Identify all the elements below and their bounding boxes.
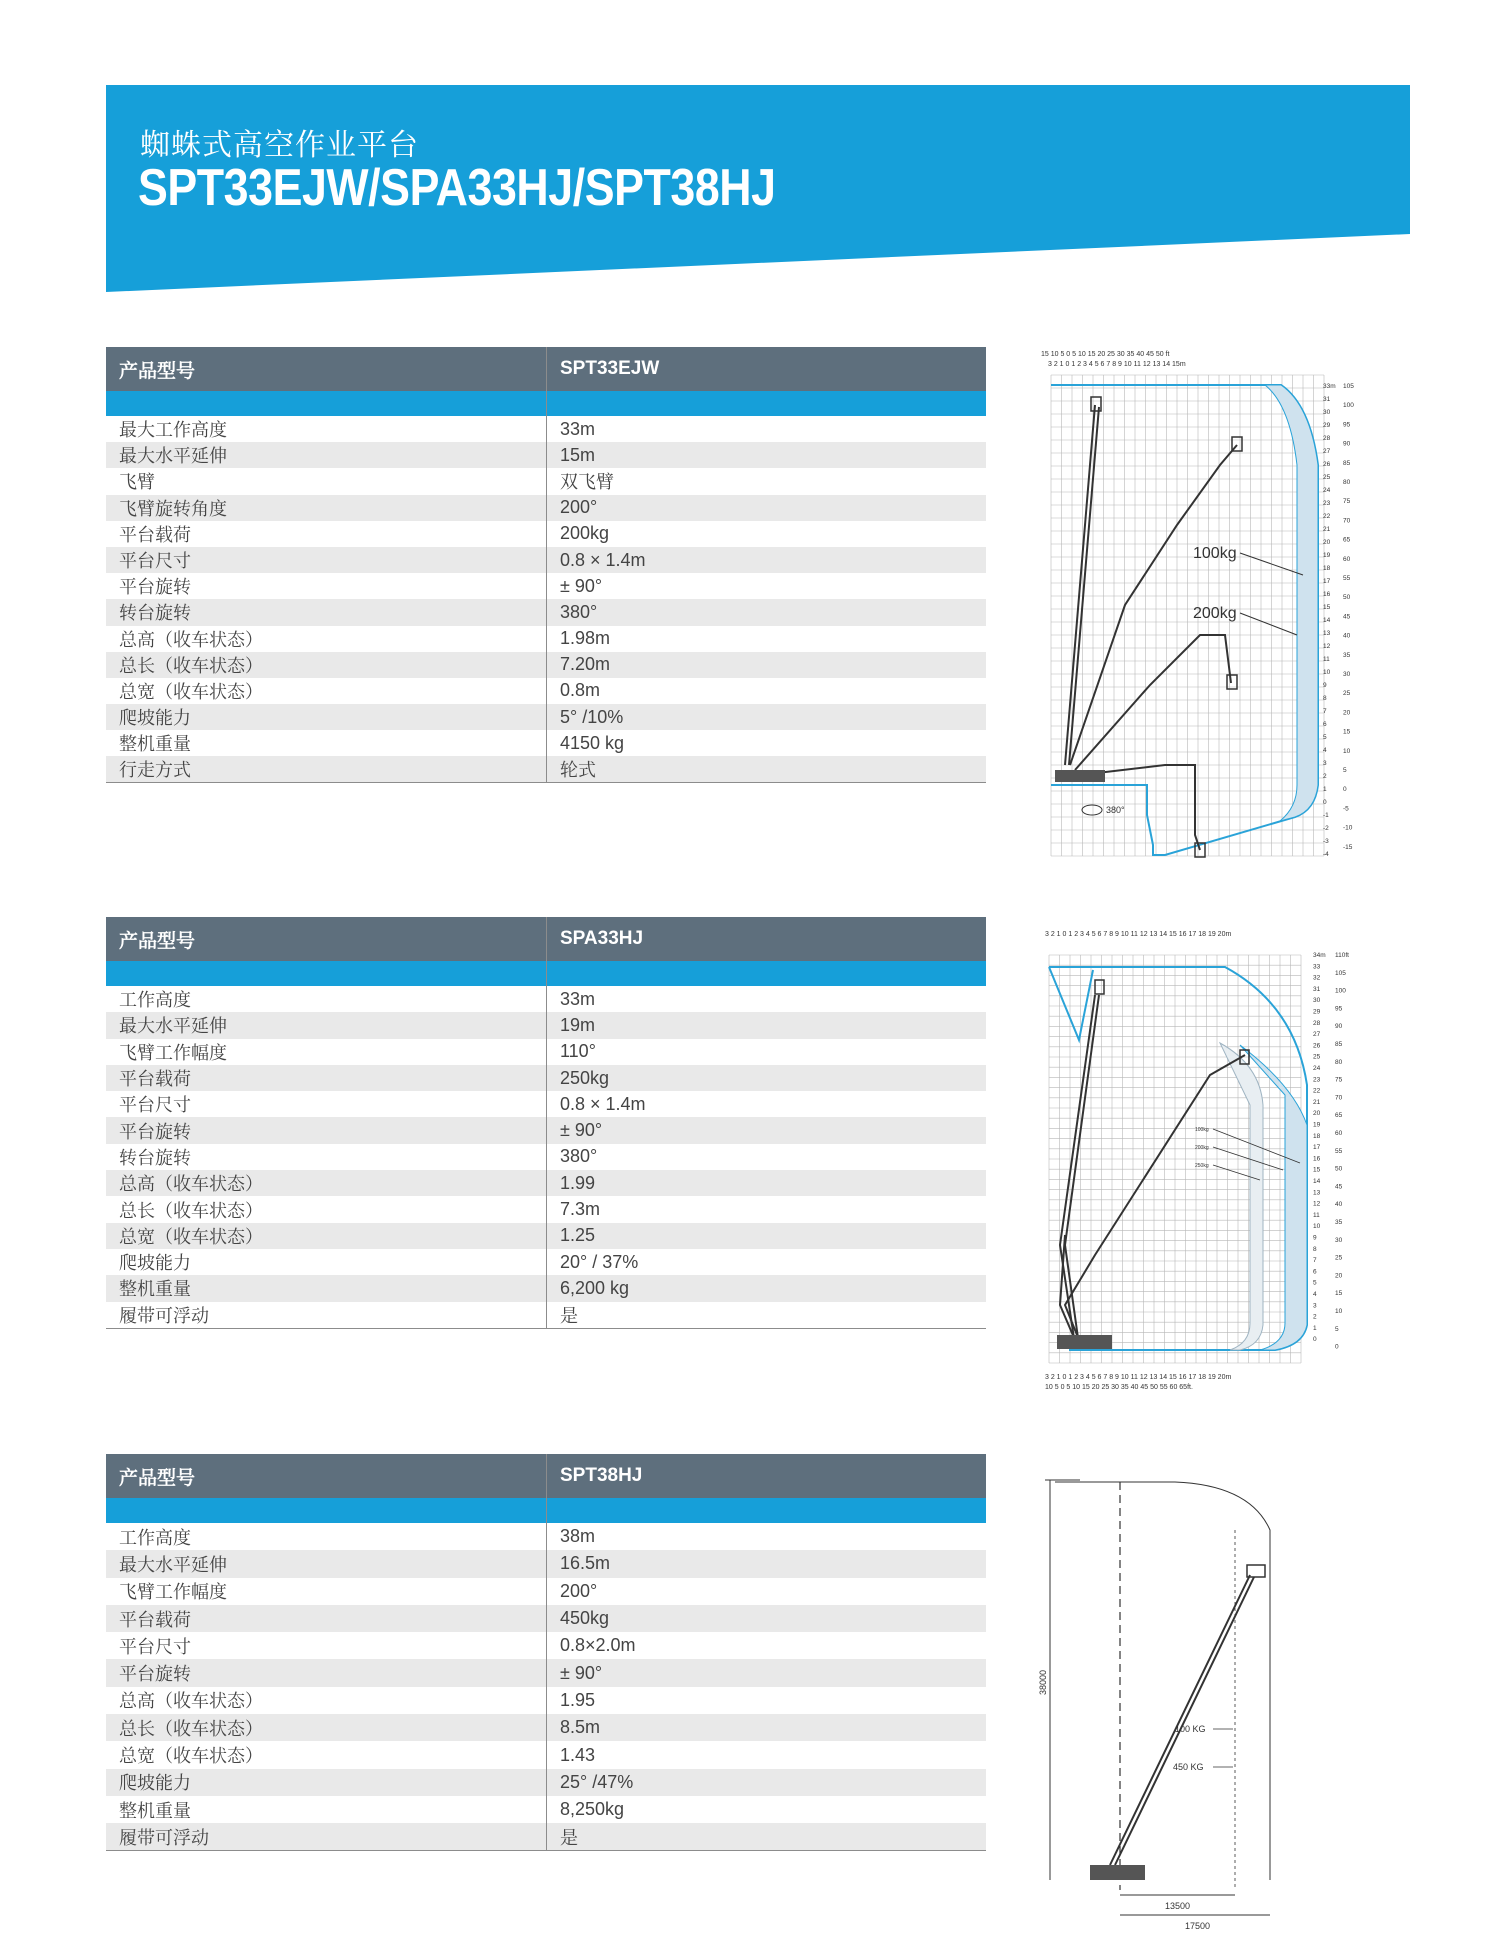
header-model: SPT38HJ [560,1465,643,1486]
table-row [106,573,986,599]
scale-tick-label: 11 [1313,1211,1320,1219]
scale-tick-label: 30 [1313,997,1321,1005]
d1-load-200kg-leader [1240,613,1297,635]
d1-top-m-scale: 3 2 1 0 1 2 3 4 5 6 7 8 9 10 11 12 13 14 15m [1048,361,1186,368]
scale-tick-label: 80 [1343,479,1351,486]
row-label: 最大水平延伸 [106,1550,547,1577]
scale-tick-label: 10 [1323,669,1331,676]
header-model: SPA33HJ [560,928,644,949]
banner-subtitle: 蜘蛛式高空作业平台 [140,129,419,162]
table-row [106,986,986,1012]
scale-tick-label: 5 [1343,767,1347,774]
scale-tick-label: 95 [1335,1005,1343,1013]
header-model: SPT33EJW [560,358,660,379]
scale-tick-label: 70 [1343,517,1351,525]
scale-tick-label: 11 [1323,656,1330,663]
spec-table-1 [106,347,986,783]
row-label: 转台旋转 [106,599,547,625]
scale-tick-label: 4 [1313,1291,1317,1298]
scale-tick-label: 2 [1313,1313,1317,1321]
table-row [106,1196,986,1222]
scale-tick-label: 60 [1343,555,1351,563]
row-value: 0.8×2.0m [560,1635,636,1656]
scale-tick-label: 0 [1335,1343,1339,1351]
table-header-row [106,1454,986,1498]
scale-tick-label: 35 [1335,1219,1343,1226]
table-row [106,468,986,494]
table-row [106,652,986,678]
table-row [106,730,986,756]
table-header-row [106,917,986,961]
row-label: 总宽（收车状态） [106,1741,547,1768]
row-label: 总高（收车状态） [106,626,547,652]
header-banner [0,0,1500,300]
scale-tick-label: 9 [1323,682,1327,689]
scale-tick-label: 5 [1313,1279,1317,1287]
scale-tick-label: 10 [1335,1308,1343,1315]
spec-table-3 [106,1454,986,1851]
scale-tick-label: -15 [1343,843,1353,851]
d2-base-machine [1057,1335,1112,1349]
row-value: 15m [560,444,596,465]
scale-tick-label: 24 [1323,487,1331,494]
scale-tick-label: 105 [1343,383,1354,390]
row-value: 16.5m [560,1553,611,1574]
row-label: 最大水平延伸 [106,442,547,468]
row-label: 转台旋转 [106,1144,547,1170]
scale-tick-label: 75 [1343,498,1351,506]
row-value: 380° [560,1146,598,1167]
d1-rotation-icon [1082,805,1102,815]
scale-tick-label: 14 [1313,1178,1321,1185]
row-value: 是 [547,1823,987,1850]
row-label: 行走方式 [106,756,547,783]
row-label: 总长（收车状态） [106,652,547,678]
d1-load-200kg: 200kg [1193,605,1237,622]
scale-tick-label: 3 [1323,760,1327,767]
scale-tick-label: 30 [1343,671,1351,678]
d1-top-ft-scale: 15 10 5 0 5 10 15 20 25 30 35 40 45 50 ft [1041,351,1170,358]
table-row [106,1223,986,1249]
row-value: 4150 kg [560,732,625,753]
row-value: 200° [560,1580,598,1601]
scale-tick-label: 2 [1323,773,1327,780]
table-row [106,1659,986,1686]
table-row [106,1170,986,1196]
row-label: 平台载荷 [106,1605,547,1632]
scale-tick-label: 65 [1335,1112,1343,1120]
row-label: 总宽（收车状态） [106,1223,547,1249]
scale-tick-label: 0 [1343,786,1347,794]
scale-tick-label: 100 [1343,402,1354,410]
d3-height-label: 38000 [1038,1669,1048,1695]
scale-tick-label: 9 [1313,1234,1317,1242]
scale-tick-label: 28 [1313,1019,1321,1027]
d1-load-band [1265,385,1318,821]
table-header-row [106,347,986,391]
table-row [106,1578,986,1605]
table-row [106,678,986,704]
banner-title: SPT33EJW/SPA33HJ/SPT38HJ [138,159,776,217]
table-row [106,495,986,521]
row-value: 380° [560,601,598,622]
row-value: 200° [560,497,598,518]
scale-tick-label: 26 [1323,461,1331,468]
scale-tick-label: 16 [1313,1155,1321,1163]
row-label: 总宽（收车状态） [106,678,547,704]
d2-bottom-m-scale: 3 2 1 0 1 2 3 4 5 6 7 8 9 10 11 12 13 14 15 16 17 18 19 20m [1045,1374,1232,1381]
d2-platform-1 [1095,980,1104,994]
row-value: ± 90° [560,1662,603,1683]
scale-tick-label: 65 [1343,536,1351,544]
row-label: 平台尺寸 [106,547,547,573]
row-value: 33m [560,418,596,439]
scale-tick-label: 15 [1335,1290,1343,1298]
d3-load-100kg: 100 KG [1175,1724,1206,1734]
scale-tick-label: 22 [1313,1087,1321,1095]
row-value: 20° / 37% [560,1251,639,1272]
row-label: 爬坡能力 [106,1769,547,1796]
row-label: 平台载荷 [106,521,547,547]
row-value: 是 [547,1302,987,1329]
row-value: 110° [560,1041,596,1062]
scale-tick-label: 1 [1323,786,1327,793]
d2-top-m-scale: 3 2 1 0 1 2 3 4 5 6 7 8 9 10 11 12 13 14 15 16 17 18 19 20m [1045,931,1232,938]
scale-tick-label: 40 [1343,632,1351,640]
scale-tick-label: 25 [1323,474,1331,481]
row-value: 7.3m [560,1199,601,1220]
scale-tick-label: 40 [1335,1201,1343,1209]
scale-tick-label: 19 [1323,552,1331,559]
row-value: 1.25 [560,1225,596,1246]
row-value: 8,250kg [560,1799,625,1820]
table-row [106,1249,986,1275]
scale-tick-label: 26 [1313,1042,1321,1050]
table-row [106,1823,986,1850]
scale-tick-label: 13 [1323,630,1331,637]
scale-tick-label: 28 [1323,435,1331,442]
d3-load-450kg: 450 KG [1173,1762,1204,1772]
row-value: 38m [560,1526,596,1547]
row-value: 1.43 [560,1744,596,1765]
table-row [106,521,986,547]
scale-tick-label: 13 [1313,1189,1321,1197]
scale-tick-label: 31 [1323,396,1331,403]
scale-tick-label: 110ft [1335,952,1349,959]
d3-boom [1110,1575,1254,1865]
table-row [106,704,986,730]
row-value: 轮式 [547,756,987,783]
row-label: 最大水平延伸 [106,1012,547,1038]
table-row [106,1144,986,1170]
row-label: 爬坡能力 [106,704,547,730]
table-row [106,599,986,625]
d1-rotation-label: 380° [1106,805,1125,815]
d2-load-band-inner [1220,1043,1263,1350]
scale-tick-label: 33 [1313,963,1321,971]
scale-tick-label: 70 [1335,1094,1343,1102]
row-label: 整机重量 [106,1275,547,1301]
d1-right-scale [1323,383,1354,858]
scale-tick-label: 15 [1343,728,1351,736]
scale-tick-label: 20 [1343,709,1351,717]
d2-bottom-ft-scale: 10 5 0 5 10 15 20 25 30 35 40 45 50 55 60 65ft. [1045,1384,1193,1391]
row-label: 整机重量 [106,730,547,756]
d3-dim-17500: 17500 [1185,1921,1211,1930]
row-value: 0.8 × 1.4m [560,1093,646,1114]
scale-tick-label: 12 [1323,643,1331,650]
scale-tick-label: 8 [1313,1245,1317,1253]
row-value: 1.98m [560,628,611,649]
scale-tick-label: 14 [1323,617,1331,624]
d1-booms [1065,405,1237,850]
scale-tick-label: 7 [1313,1257,1317,1265]
scale-tick-label: 35 [1343,651,1351,659]
scale-tick-label: 17 [1313,1144,1321,1152]
table-row [106,416,986,442]
scale-tick-label: 15 [1323,604,1331,611]
row-label: 飞臂工作幅度 [106,1039,547,1065]
scale-tick-label: -4 [1323,851,1329,858]
row-value: 8.5m [560,1717,601,1738]
scale-tick-label: 29 [1323,422,1331,429]
row-value: 250kg [560,1067,610,1088]
row-label: 履带可浮动 [106,1823,547,1850]
scale-tick-label: 0 [1313,1336,1317,1344]
scale-tick-label: 90 [1335,1023,1343,1031]
table-row [106,1687,986,1714]
row-label: 履带可浮动 [106,1302,547,1329]
scale-tick-label: -5 [1343,805,1349,813]
row-label: 平台旋转 [106,573,547,599]
scale-tick-label: 50 [1343,594,1351,602]
d3-envelope [1055,1482,1270,1880]
scale-tick-label: 60 [1335,1130,1343,1137]
row-label: 飞臂工作幅度 [106,1578,547,1605]
table-blue-bar [106,1498,986,1523]
spec-table-2 [106,917,986,1329]
scale-tick-label: 30 [1335,1236,1343,1244]
table-row [106,547,986,573]
d2-right-scale [1313,952,1349,1351]
table-row [106,756,986,783]
scale-tick-label: 25 [1335,1254,1343,1262]
d3-dim-13500: 13500 [1165,1901,1191,1911]
scale-tick-label: 29 [1313,1008,1321,1016]
scale-tick-label: 80 [1335,1058,1343,1066]
table-row [106,1796,986,1823]
table-row [106,442,986,468]
scale-tick-label: -10 [1343,824,1353,832]
scale-tick-label: 5 [1323,734,1327,741]
row-label: 最大工作高度 [106,416,547,442]
table-row [106,1523,986,1550]
scale-tick-label: 55 [1335,1147,1343,1155]
d2-envelope-notch [1049,967,1093,1040]
d2-load-250kg: 250kg [1195,1163,1209,1169]
scale-tick-label: 18 [1323,565,1331,572]
table-row [106,1065,986,1091]
scale-tick-label: 1 [1313,1324,1317,1332]
table-row [106,1091,986,1117]
scale-tick-label: 6 [1313,1268,1317,1276]
scale-tick-label: 34m [1313,952,1326,959]
table-blue-bar [106,391,986,416]
row-label: 工作高度 [106,986,547,1012]
row-label: 飞臂 [106,468,547,494]
row-value: 1.99 [560,1172,596,1193]
header-label: 产品型号 [106,347,547,391]
row-label: 平台尺寸 [106,1091,547,1117]
d3-base-machine [1090,1865,1145,1880]
d1-base-machine [1055,770,1105,782]
reach-diagram-spt38hj [1035,1470,1335,1930]
row-value: 双飞臂 [560,472,614,493]
scale-tick-label: 27 [1313,1031,1321,1039]
table-row [106,1012,986,1038]
scale-tick-label: 85 [1335,1041,1343,1048]
reach-diagram-spt33ejw [1035,345,1355,865]
row-label: 飞臂旋转角度 [106,495,547,521]
row-value: 6,200 kg [560,1277,630,1298]
scale-tick-label: 22 [1323,513,1331,520]
row-value: 450kg [560,1608,610,1629]
d2-leader-200 [1213,1147,1283,1170]
scale-tick-label: 25 [1313,1053,1321,1061]
scale-tick-label: 20 [1313,1110,1321,1118]
table-row [106,1741,986,1768]
header-label: 产品型号 [106,1454,547,1498]
row-label: 总高（收车状态） [106,1687,547,1714]
scale-tick-label: 45 [1335,1183,1343,1191]
table-row [106,626,986,652]
scale-tick-label: -1 [1323,812,1329,819]
row-value: 33m [560,988,596,1009]
scale-tick-label: 10 [1343,747,1351,755]
row-value: 200kg [560,523,610,544]
row-label: 整机重量 [106,1796,547,1823]
reach-diagram-spa33hj [1035,925,1355,1395]
scale-tick-label: -3 [1323,838,1329,845]
scale-tick-label: 75 [1335,1076,1343,1084]
table-row [106,1714,986,1741]
scale-tick-label: 17 [1323,578,1331,585]
scale-tick-label: 18 [1313,1132,1321,1140]
table-row [106,1632,986,1659]
d2-load-200kg: 200kg [1195,1145,1209,1151]
scale-tick-label: 30 [1323,409,1331,416]
table-row [106,1275,986,1301]
scale-tick-label: 6 [1323,721,1327,728]
scale-tick-label: 10 [1313,1223,1321,1231]
d1-load-100kg: 100kg [1193,545,1237,562]
scale-tick-label: 20 [1323,539,1331,546]
header-label: 产品型号 [106,917,547,961]
scale-tick-label: 23 [1313,1076,1321,1084]
table-blue-bar [106,961,986,986]
scale-tick-label: 85 [1343,459,1351,467]
scale-tick-label: 4 [1323,747,1327,754]
row-value: 0.8 × 1.4m [560,549,646,570]
row-label: 平台尺寸 [106,1632,547,1659]
scale-tick-label: 21 [1323,526,1331,533]
row-label: 总长（收车状态） [106,1714,547,1741]
scale-tick-label: 20 [1335,1272,1343,1280]
scale-tick-label: 3 [1313,1302,1317,1310]
row-value: 7.20m [560,654,611,675]
scale-tick-label: -2 [1323,825,1329,832]
scale-tick-label: 27 [1323,448,1331,455]
scale-tick-label: 105 [1335,969,1346,977]
scale-tick-label: 15 [1313,1166,1321,1174]
table-row [106,1039,986,1065]
scale-tick-label: 90 [1343,440,1351,448]
table-row [106,1550,986,1577]
scale-tick-label: 7 [1323,708,1327,715]
scale-tick-label: 33m [1323,383,1336,390]
scale-tick-label: 55 [1343,575,1351,582]
row-label: 平台旋转 [106,1659,547,1686]
row-label: 工作高度 [106,1523,547,1550]
row-value: 1.95 [560,1689,596,1710]
scale-tick-label: 32 [1313,974,1321,982]
table-row [106,1769,986,1796]
row-label: 平台载荷 [106,1065,547,1091]
row-value: ± 90° [560,1120,603,1141]
d2-load-100kg: 100kg [1195,1127,1209,1133]
row-label: 总长（收车状态） [106,1196,547,1222]
table-row [106,1605,986,1632]
scale-tick-label: 50 [1335,1165,1343,1173]
scale-tick-label: 45 [1343,613,1351,621]
row-label: 爬坡能力 [106,1249,547,1275]
scale-tick-label: 0 [1323,799,1327,806]
row-label: 总高（收车状态） [106,1170,547,1196]
d2-envelope [1049,967,1307,1350]
scale-tick-label: 95 [1343,421,1351,429]
row-label: 平台旋转 [106,1117,547,1143]
scale-tick-label: 100 [1335,987,1346,995]
row-value: ± 90° [560,575,603,596]
table-row [106,1117,986,1143]
table-row [106,1302,986,1329]
row-value: 5° /10% [560,706,624,727]
scale-tick-label: 21 [1313,1098,1321,1106]
scale-tick-label: 5 [1335,1325,1339,1333]
scale-tick-label: 25 [1343,690,1351,698]
scale-tick-label: 19 [1313,1121,1321,1129]
scale-tick-label: 12 [1313,1200,1321,1208]
scale-tick-label: 23 [1323,500,1331,507]
row-value: 25° /47% [560,1771,634,1792]
scale-tick-label: 16 [1323,591,1331,598]
scale-tick-label: 24 [1313,1065,1321,1072]
scale-tick-label: 8 [1323,695,1327,702]
row-value: 0.8m [560,680,601,701]
row-value: 19m [560,1014,596,1035]
scale-tick-label: 31 [1313,985,1321,993]
